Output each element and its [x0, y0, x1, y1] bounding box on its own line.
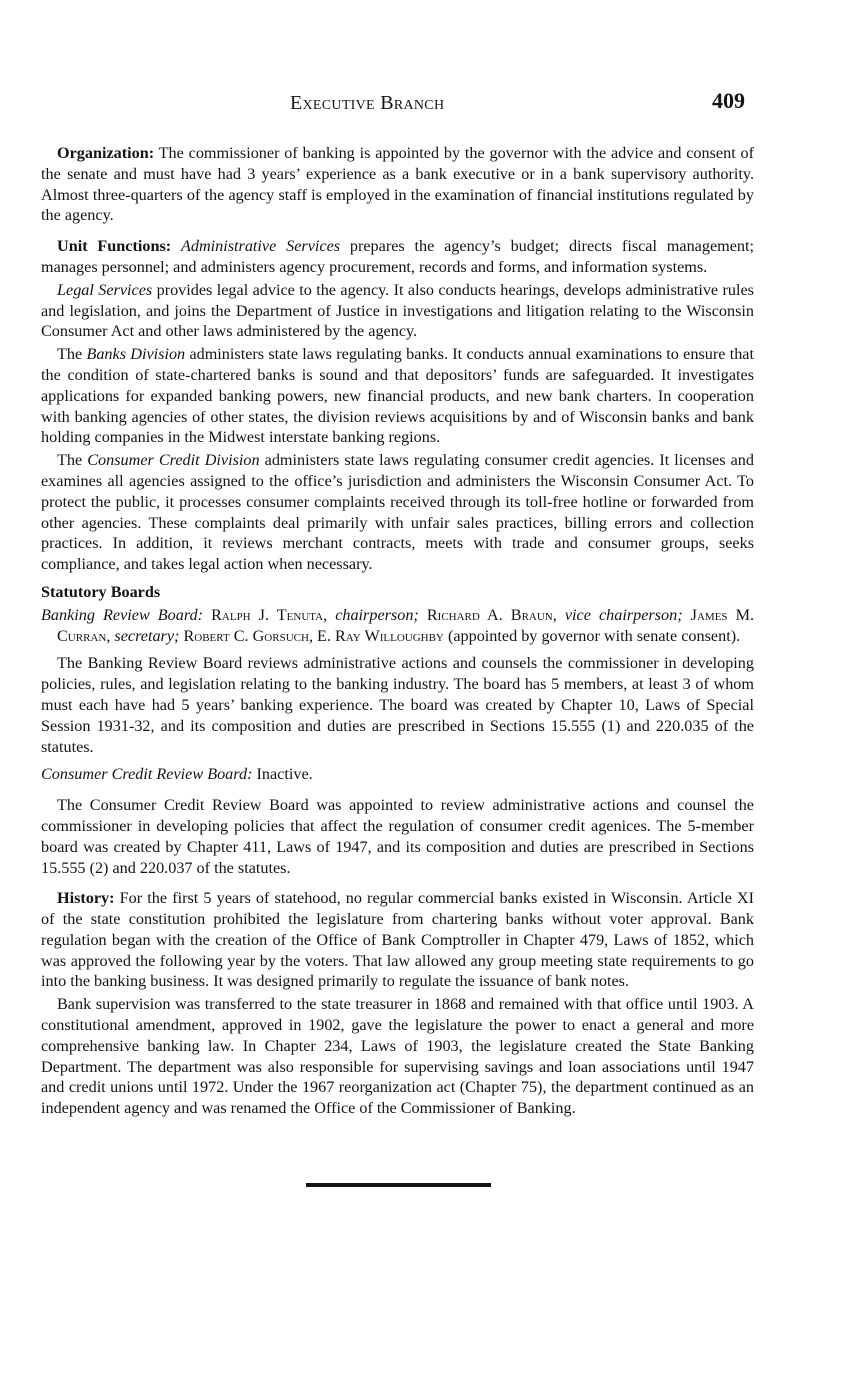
banks-division-text: administers state laws regulating banks. It conducts annual examinations to ensure that the condition of state-chartered banks is sound and that depositors’ funds are safeguarded. It investigates applications for expanded banking powers, new financial products, and new bank charters. In cooperation with banking agencies of other states, the division reviews acquisitions by and of Wisconsin banks and bank holding companies in the Midwest interstate banking regions.: [41, 345, 754, 447]
page-body: [41, 143, 754, 1119]
consumer-credit-division-name: Consumer Credit Division: [87, 451, 260, 470]
running-head: [0, 88, 859, 120]
banking-review-board-label: Banking Review Board:: [41, 605, 204, 624]
unit-functions-label: Unit Functions:: [57, 237, 172, 256]
organization-paragraph: [41, 143, 754, 226]
board-member: Ralph J. Tenuta: [211, 605, 324, 624]
consumer-credit-review-board-description: The Consumer Credit Review Board was appointed to review administrative actions and counsel the commissioner in developing policies that affect the regulation of consumer credit agenices. The 5-member board was created by Chapter 411, Laws of 1947, and its composition and duties are prescribed in Sections 15.555 (2) and 220.037 of the statutes.: [41, 796, 754, 877]
board-role: secretary;: [114, 626, 180, 645]
board-member: Richard A. Braun: [426, 605, 553, 624]
history-label: History:: [57, 889, 115, 908]
board-member: E. Ray Willoughby: [317, 626, 444, 645]
banking-review-board-members: Banking Review Board: Ralph J. Tenuta, chairperson; Richard A. Braun, vice chairperson; James M. Curran, secretary; Robert C. Gorsuch, E. Ray Willoughby (appointed by governor with senate consent).: [41, 605, 755, 645]
banking-review-board-description: The Banking Review Board reviews administrative actions and counsels the commissioner in developing policies, rules, and legislation relating to the banking industry. The board has 5 members, at least 3 of whom must each have had 5 years’ banking experience. The board was created by Chapter 10, Laws of Special Session 1931-32, and its composition and duties are prescribed in Sections 15.555 (1) and 220.035 of the statutes.: [41, 654, 754, 756]
consumer-credit-review-board-line: [41, 764, 754, 785]
legal-services-name: Legal Services: [57, 280, 153, 299]
history-text: For the first 5 years of statehood, no regular commercial banks existed in Wisconsin. Article XI of the state constitution prohibited the legislature from chartering banks without voter approval. Bank regulation began with the creation of the Office of Bank Comptroller in Chapter 479, Laws of 1852, which was approved the following year by the voters. That law allowed any group meeting state requirements to go into the banking business. It was designed primarily to regulate the issuance of bank notes.: [41, 889, 754, 991]
consumer-credit-prefix: The: [57, 451, 88, 470]
admin-services-text: prepares the agency’s budget; directs fiscal management; manages personnel; and administers agency procurement, records and forms, and information systems.: [41, 237, 755, 276]
consumer-credit-review-board-label: Consumer Credit Review Board:: [41, 765, 253, 784]
page-number: 409: [712, 88, 745, 113]
legal-services-text: provides legal advice to the agency. It also conducts hearings, develops administrative rules and legislation, and joins the Department of Justice in investigations and litigation relating to the Wisconsin Consumer Act and other laws administered by the agency.: [41, 280, 754, 341]
board-role: vice chairperson;: [564, 605, 683, 624]
banks-division-paragraph: [41, 344, 754, 448]
history-continuation-paragraph: Bank supervision was transferred to the state treasurer in 1868 and remained with that office until 1903. A constitutional amendment, approved in 1902, gave the legislature the power to enact a general and more comprehensive banking law. In Chapter 234, Laws of 1903, the legislature created the State Banking Department. The department was also responsible for supervising savings and loan associations until 1947 and credit unions until 1972. Under the 1967 reorganization act (Chapter 75), the department continued as an independent agency and was renamed the Office of the Commissioner of Banking.: [41, 995, 754, 1118]
statutory-boards-heading: Statutory Boards: [41, 582, 161, 601]
board-member: Robert C. Gorsuch: [183, 626, 309, 645]
admin-services-paragraph: [41, 236, 754, 278]
consumer-credit-division-text: administers state laws regulating consumer credit agencies. It licenses and examines all agencies assigned to the office’s jurisdiction and administers the Wisconsin Consumer Act. To protect the public, it processes consumer complaints received through its toll-free hotline or forwarded from other agencies. These complaints deal primarily with unfair sales practices, billing errors and collection practices. In addition, it reviews merchant contracts, meets with trade and consumer groups, seeks compliance, and takes legal action when necessary.: [41, 451, 754, 574]
appointment-note: (appointed by governor with senate consent).: [447, 626, 741, 645]
end-rule: [306, 1183, 491, 1187]
admin-services-name: Administrative Services: [180, 237, 341, 256]
organization-label: Organization:: [57, 144, 155, 162]
banks-division-prefix: The: [57, 345, 87, 364]
board-member: James M. Curran: [57, 605, 755, 645]
page-title: Executive Branch: [290, 92, 445, 114]
history-paragraph: [41, 888, 754, 992]
legal-services-paragraph: [41, 280, 754, 342]
consumer-credit-division-paragraph: [41, 450, 754, 575]
banks-division-name: Banks Division: [86, 345, 186, 364]
board-role: chairperson;: [335, 605, 419, 624]
organization-text: The commissioner of banking is appointed by the governor with the advice and consent of the senate and must have had 3 years’ experience as a bank executive or in a bank supervisory authority. Almost three-quarters of the agency staff is employed in the examination of financial institutions regulated by the agency.: [41, 144, 754, 225]
consumer-credit-review-board-status: Inactive.: [256, 765, 313, 784]
